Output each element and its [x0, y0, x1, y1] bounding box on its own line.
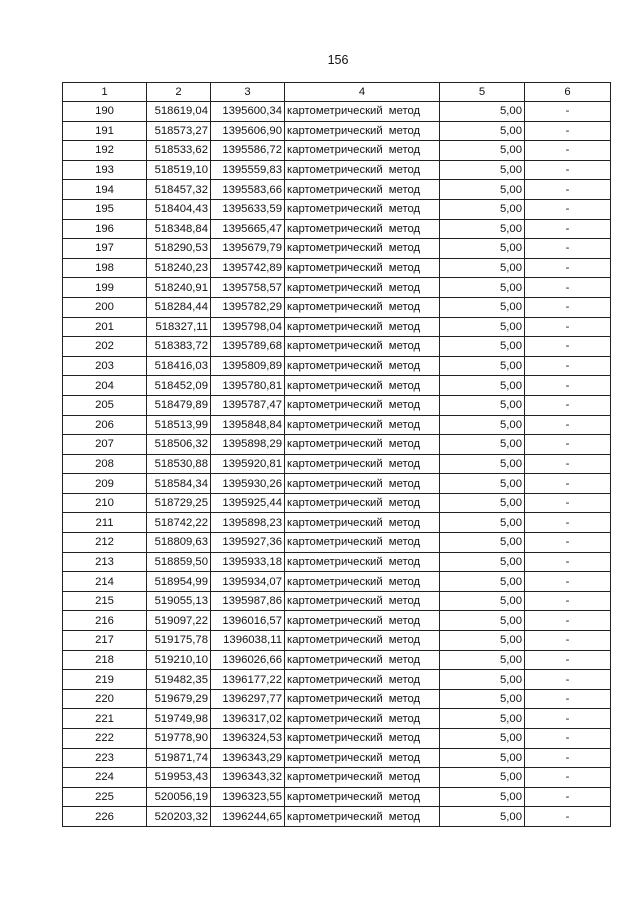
- y-coordinate-cell: 1396343,29: [211, 748, 285, 768]
- y-coordinate-cell: 1396317,02: [211, 709, 285, 729]
- y-coordinate-cell: 1396016,57: [211, 611, 285, 631]
- table-row: [63, 219, 611, 239]
- table-row: [63, 768, 611, 788]
- point-number-cell: 214: [63, 572, 147, 592]
- point-number-cell: 219: [63, 670, 147, 690]
- table-row: [63, 278, 611, 298]
- description-cell: -: [525, 689, 611, 709]
- point-number-cell: 213: [63, 552, 147, 572]
- description-cell: -: [525, 376, 611, 396]
- description-cell: -: [525, 474, 611, 494]
- table-row: [63, 631, 611, 651]
- point-number-cell: 200: [63, 297, 147, 317]
- x-coordinate-cell: 518506,32: [147, 435, 211, 455]
- point-number-cell: 196: [63, 219, 147, 239]
- method-cell: картометрический метод: [285, 748, 440, 768]
- y-coordinate-cell: 1395600,34: [211, 102, 285, 122]
- accuracy-cell: 5,00: [440, 552, 525, 572]
- x-coordinate-cell: 519055,13: [147, 591, 211, 611]
- method-cell: картометрический метод: [285, 239, 440, 259]
- y-coordinate-cell: 1396244,65: [211, 807, 285, 827]
- page-number: 156: [327, 53, 349, 67]
- method-cell: картометрический метод: [285, 376, 440, 396]
- point-number-cell: 225: [63, 787, 147, 807]
- description-cell: -: [525, 631, 611, 651]
- description-cell: -: [525, 121, 611, 141]
- point-number-cell: 221: [63, 709, 147, 729]
- y-coordinate-cell: 1395927,36: [211, 533, 285, 553]
- table-row: [63, 317, 611, 337]
- accuracy-cell: 5,00: [440, 474, 525, 494]
- accuracy-cell: 5,00: [440, 513, 525, 533]
- description-cell: -: [525, 591, 611, 611]
- description-cell: -: [525, 748, 611, 768]
- point-number-cell: 222: [63, 729, 147, 749]
- x-coordinate-cell: 518513,99: [147, 415, 211, 435]
- x-coordinate-cell: 518327,11: [147, 317, 211, 337]
- method-cell: картометрический метод: [285, 435, 440, 455]
- y-coordinate-cell: 1396177,22: [211, 670, 285, 690]
- table-row: [63, 787, 611, 807]
- table-row: [63, 121, 611, 141]
- table-row: [63, 689, 611, 709]
- accuracy-cell: 5,00: [440, 199, 525, 219]
- method-cell: картометрический метод: [285, 807, 440, 827]
- x-coordinate-cell: 519097,22: [147, 611, 211, 631]
- description-cell: -: [525, 141, 611, 161]
- x-coordinate-cell: 518348,84: [147, 219, 211, 239]
- accuracy-cell: 5,00: [440, 787, 525, 807]
- method-cell: картометрический метод: [285, 278, 440, 298]
- accuracy-cell: 5,00: [440, 337, 525, 357]
- x-coordinate-cell: 519778,90: [147, 729, 211, 749]
- accuracy-cell: 5,00: [440, 493, 525, 513]
- table-row: [63, 729, 611, 749]
- method-cell: картометрический метод: [285, 670, 440, 690]
- description-cell: -: [525, 395, 611, 415]
- table-row: [63, 533, 611, 553]
- point-number-cell: 212: [63, 533, 147, 553]
- y-coordinate-cell: 1395758,57: [211, 278, 285, 298]
- point-number-cell: 202: [63, 337, 147, 357]
- method-cell: картометрический метод: [285, 572, 440, 592]
- x-coordinate-cell: 518457,32: [147, 180, 211, 200]
- accuracy-cell: 5,00: [440, 748, 525, 768]
- point-number-cell: 199: [63, 278, 147, 298]
- x-coordinate-cell: 518284,44: [147, 297, 211, 317]
- x-coordinate-cell: 518479,89: [147, 395, 211, 415]
- method-cell: картометрический метод: [285, 258, 440, 278]
- table-row: [63, 239, 611, 259]
- description-cell: -: [525, 709, 611, 729]
- method-cell: картометрический метод: [285, 454, 440, 474]
- method-cell: картометрический метод: [285, 631, 440, 651]
- x-coordinate-cell: 518290,53: [147, 239, 211, 259]
- point-number-cell: 226: [63, 807, 147, 827]
- description-cell: -: [525, 160, 611, 180]
- point-number-cell: 206: [63, 415, 147, 435]
- x-coordinate-cell: 518533,62: [147, 141, 211, 161]
- column-header-point-number: 1: [63, 83, 147, 102]
- method-cell: картометрический метод: [285, 160, 440, 180]
- y-coordinate-cell: 1396323,55: [211, 787, 285, 807]
- column-header-description: 6: [525, 83, 611, 102]
- point-number-cell: 209: [63, 474, 147, 494]
- x-coordinate-cell: 519482,35: [147, 670, 211, 690]
- point-number-cell: 195: [63, 199, 147, 219]
- x-coordinate-cell: 518809,63: [147, 533, 211, 553]
- point-number-cell: 211: [63, 513, 147, 533]
- y-coordinate-cell: 1395789,68: [211, 337, 285, 357]
- description-cell: -: [525, 278, 611, 298]
- y-coordinate-cell: 1395934,07: [211, 572, 285, 592]
- y-coordinate-cell: 1395665,47: [211, 219, 285, 239]
- point-number-cell: 197: [63, 239, 147, 259]
- y-coordinate-cell: 1395848,84: [211, 415, 285, 435]
- x-coordinate-cell: 518742,22: [147, 513, 211, 533]
- x-coordinate-cell: 520203,32: [147, 807, 211, 827]
- point-number-cell: 224: [63, 768, 147, 788]
- y-coordinate-cell: 1395559,83: [211, 160, 285, 180]
- table-row: [63, 180, 611, 200]
- description-cell: -: [525, 435, 611, 455]
- table-row: [63, 650, 611, 670]
- table-row: [63, 670, 611, 690]
- method-cell: картометрический метод: [285, 297, 440, 317]
- description-cell: -: [525, 337, 611, 357]
- table-row: [63, 337, 611, 357]
- description-cell: -: [525, 807, 611, 827]
- method-cell: картометрический метод: [285, 513, 440, 533]
- x-coordinate-cell: 519175,78: [147, 631, 211, 651]
- method-cell: картометрический метод: [285, 709, 440, 729]
- method-cell: картометрический метод: [285, 768, 440, 788]
- x-coordinate-cell: 518573,27: [147, 121, 211, 141]
- description-cell: -: [525, 729, 611, 749]
- description-cell: -: [525, 219, 611, 239]
- accuracy-cell: 5,00: [440, 239, 525, 259]
- method-cell: картометрический метод: [285, 787, 440, 807]
- description-cell: -: [525, 552, 611, 572]
- accuracy-cell: 5,00: [440, 533, 525, 553]
- x-coordinate-cell: 519749,98: [147, 709, 211, 729]
- point-number-cell: 210: [63, 493, 147, 513]
- x-coordinate-cell: 519953,43: [147, 768, 211, 788]
- x-coordinate-cell: 518452,09: [147, 376, 211, 396]
- y-coordinate-cell: 1396343,32: [211, 768, 285, 788]
- accuracy-cell: 5,00: [440, 121, 525, 141]
- description-cell: -: [525, 787, 611, 807]
- description-cell: -: [525, 611, 611, 631]
- table-row: [63, 709, 611, 729]
- description-cell: -: [525, 239, 611, 259]
- y-coordinate-cell: 1395809,89: [211, 356, 285, 376]
- y-coordinate-cell: 1395633,59: [211, 199, 285, 219]
- table-row: [63, 160, 611, 180]
- method-cell: картометрический метод: [285, 415, 440, 435]
- x-coordinate-cell: 518519,10: [147, 160, 211, 180]
- description-cell: -: [525, 670, 611, 690]
- accuracy-cell: 5,00: [440, 768, 525, 788]
- method-cell: картометрический метод: [285, 552, 440, 572]
- accuracy-cell: 5,00: [440, 180, 525, 200]
- x-coordinate-cell: 518383,72: [147, 337, 211, 357]
- description-cell: -: [525, 650, 611, 670]
- description-cell: -: [525, 768, 611, 788]
- table-row: [63, 102, 611, 122]
- coordinates-table: [62, 82, 611, 827]
- description-cell: -: [525, 102, 611, 122]
- table-row: [63, 415, 611, 435]
- description-cell: -: [525, 415, 611, 435]
- method-cell: картометрический метод: [285, 729, 440, 749]
- point-number-cell: 192: [63, 141, 147, 161]
- y-coordinate-cell: 1395925,44: [211, 493, 285, 513]
- x-coordinate-cell: 518619,04: [147, 102, 211, 122]
- method-cell: картометрический метод: [285, 102, 440, 122]
- method-cell: картометрический метод: [285, 493, 440, 513]
- x-coordinate-cell: 518584,34: [147, 474, 211, 494]
- accuracy-cell: 5,00: [440, 650, 525, 670]
- description-cell: -: [525, 199, 611, 219]
- point-number-cell: 190: [63, 102, 147, 122]
- method-cell: картометрический метод: [285, 474, 440, 494]
- method-cell: картометрический метод: [285, 121, 440, 141]
- point-number-cell: 215: [63, 591, 147, 611]
- table-row: [63, 199, 611, 219]
- accuracy-cell: 5,00: [440, 709, 525, 729]
- method-cell: картометрический метод: [285, 533, 440, 553]
- point-number-cell: 217: [63, 631, 147, 651]
- description-cell: -: [525, 513, 611, 533]
- table-row: [63, 297, 611, 317]
- point-number-cell: 205: [63, 395, 147, 415]
- table-header-row: [63, 83, 611, 102]
- method-cell: картометрический метод: [285, 180, 440, 200]
- column-header-x: 2: [147, 83, 211, 102]
- point-number-cell: 204: [63, 376, 147, 396]
- table-row: [63, 591, 611, 611]
- point-number-cell: 203: [63, 356, 147, 376]
- table-row: [63, 493, 611, 513]
- y-coordinate-cell: 1395798,04: [211, 317, 285, 337]
- description-cell: -: [525, 258, 611, 278]
- accuracy-cell: 5,00: [440, 591, 525, 611]
- x-coordinate-cell: 518954,99: [147, 572, 211, 592]
- y-coordinate-cell: 1395742,89: [211, 258, 285, 278]
- x-coordinate-cell: 519210,10: [147, 650, 211, 670]
- table-row: [63, 356, 611, 376]
- description-cell: -: [525, 356, 611, 376]
- accuracy-cell: 5,00: [440, 376, 525, 396]
- accuracy-cell: 5,00: [440, 278, 525, 298]
- table-row: [63, 552, 611, 572]
- table-row: [63, 572, 611, 592]
- accuracy-cell: 5,00: [440, 611, 525, 631]
- x-coordinate-cell: 518240,91: [147, 278, 211, 298]
- accuracy-cell: 5,00: [440, 729, 525, 749]
- accuracy-cell: 5,00: [440, 689, 525, 709]
- y-coordinate-cell: 1395679,79: [211, 239, 285, 259]
- table-row: [63, 611, 611, 631]
- column-header-method: 4: [285, 83, 440, 102]
- y-coordinate-cell: 1396324,53: [211, 729, 285, 749]
- method-cell: картометрический метод: [285, 356, 440, 376]
- x-coordinate-cell: 518859,50: [147, 552, 211, 572]
- accuracy-cell: 5,00: [440, 395, 525, 415]
- accuracy-cell: 5,00: [440, 454, 525, 474]
- accuracy-cell: 5,00: [440, 435, 525, 455]
- y-coordinate-cell: 1395898,29: [211, 435, 285, 455]
- y-coordinate-cell: 1395987,86: [211, 591, 285, 611]
- accuracy-cell: 5,00: [440, 317, 525, 337]
- point-number-cell: 194: [63, 180, 147, 200]
- method-cell: картометрический метод: [285, 337, 440, 357]
- description-cell: -: [525, 533, 611, 553]
- method-cell: картометрический метод: [285, 650, 440, 670]
- column-header-y: 3: [211, 83, 285, 102]
- x-coordinate-cell: 518530,88: [147, 454, 211, 474]
- description-cell: -: [525, 493, 611, 513]
- x-coordinate-cell: 519679,29: [147, 689, 211, 709]
- accuracy-cell: 5,00: [440, 670, 525, 690]
- point-number-cell: 220: [63, 689, 147, 709]
- method-cell: картометрический метод: [285, 199, 440, 219]
- x-coordinate-cell: 518729,25: [147, 493, 211, 513]
- point-number-cell: 191: [63, 121, 147, 141]
- description-cell: -: [525, 454, 611, 474]
- point-number-cell: 193: [63, 160, 147, 180]
- accuracy-cell: 5,00: [440, 572, 525, 592]
- y-coordinate-cell: 1396026,66: [211, 650, 285, 670]
- accuracy-cell: 5,00: [440, 297, 525, 317]
- x-coordinate-cell: 520056,19: [147, 787, 211, 807]
- description-cell: -: [525, 317, 611, 337]
- accuracy-cell: 5,00: [440, 631, 525, 651]
- table-row: [63, 513, 611, 533]
- table-row: [63, 395, 611, 415]
- table-row: [63, 807, 611, 827]
- accuracy-cell: 5,00: [440, 102, 525, 122]
- method-cell: картометрический метод: [285, 219, 440, 239]
- point-number-cell: 216: [63, 611, 147, 631]
- table-row: [63, 748, 611, 768]
- point-number-cell: 208: [63, 454, 147, 474]
- column-header-accuracy: 5: [440, 83, 525, 102]
- description-cell: -: [525, 297, 611, 317]
- method-cell: картометрический метод: [285, 141, 440, 161]
- point-number-cell: 207: [63, 435, 147, 455]
- table-row: [63, 376, 611, 396]
- x-coordinate-cell: 518240,23: [147, 258, 211, 278]
- accuracy-cell: 5,00: [440, 219, 525, 239]
- description-cell: -: [525, 572, 611, 592]
- y-coordinate-cell: 1395782,29: [211, 297, 285, 317]
- y-coordinate-cell: 1395933,18: [211, 552, 285, 572]
- accuracy-cell: 5,00: [440, 807, 525, 827]
- method-cell: картометрический метод: [285, 591, 440, 611]
- y-coordinate-cell: 1395920,81: [211, 454, 285, 474]
- y-coordinate-cell: 1395606,90: [211, 121, 285, 141]
- point-number-cell: 223: [63, 748, 147, 768]
- method-cell: картометрический метод: [285, 395, 440, 415]
- y-coordinate-cell: 1395583,66: [211, 180, 285, 200]
- method-cell: картометрический метод: [285, 317, 440, 337]
- method-cell: картометрический метод: [285, 611, 440, 631]
- accuracy-cell: 5,00: [440, 141, 525, 161]
- x-coordinate-cell: 518404,43: [147, 199, 211, 219]
- y-coordinate-cell: 1395898,23: [211, 513, 285, 533]
- y-coordinate-cell: 1395586,72: [211, 141, 285, 161]
- table-row: [63, 454, 611, 474]
- y-coordinate-cell: 1395780,81: [211, 376, 285, 396]
- accuracy-cell: 5,00: [440, 415, 525, 435]
- method-cell: картометрический метод: [285, 689, 440, 709]
- point-number-cell: 201: [63, 317, 147, 337]
- accuracy-cell: 5,00: [440, 258, 525, 278]
- x-coordinate-cell: 518416,03: [147, 356, 211, 376]
- accuracy-cell: 5,00: [440, 160, 525, 180]
- table-row: [63, 258, 611, 278]
- table-row: [63, 435, 611, 455]
- x-coordinate-cell: 519871,74: [147, 748, 211, 768]
- y-coordinate-cell: 1395787,47: [211, 395, 285, 415]
- table-body: [63, 102, 611, 827]
- y-coordinate-cell: 1396297,77: [211, 689, 285, 709]
- description-cell: -: [525, 180, 611, 200]
- point-number-cell: 218: [63, 650, 147, 670]
- table-row: [63, 474, 611, 494]
- table-row: [63, 141, 611, 161]
- y-coordinate-cell: 1396038,11: [211, 631, 285, 651]
- y-coordinate-cell: 1395930,26: [211, 474, 285, 494]
- accuracy-cell: 5,00: [440, 356, 525, 376]
- point-number-cell: 198: [63, 258, 147, 278]
